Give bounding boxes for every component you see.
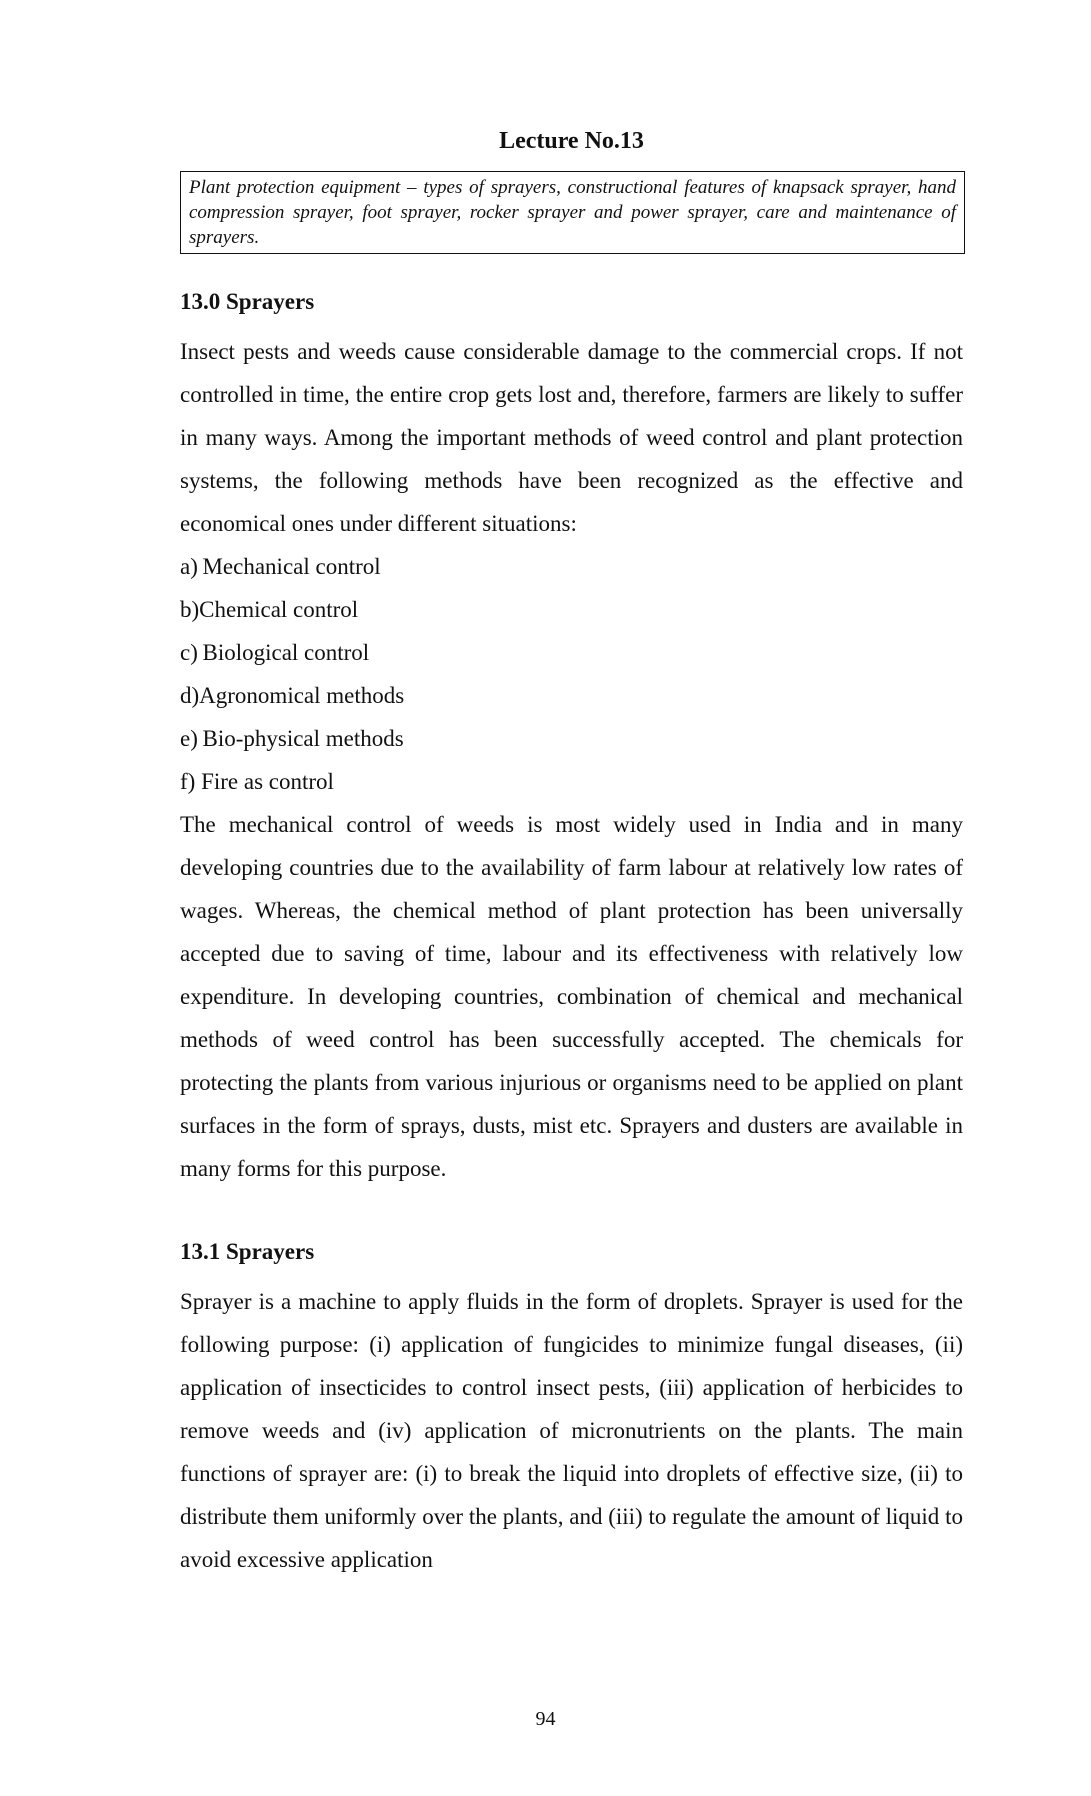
section-heading: 13.1 Sprayers <box>180 1239 315 1264</box>
list-item: c) Biological control <box>180 640 370 665</box>
section-body-paragraph: Sprayer is a machine to apply fluids in the form of droplets. Sprayer is used for the following purpose: (i) application of fungicides to minimize fungal diseases, (ii) application of insecticides to control insect pests, (iii) application of herbicides to remove weeds and (iv) application of micronutrients on the plants. The main functions of sprayer are: (i) to break the liquid into droplets of effective size, (ii) to distribute them uniformly over the plants, and (iii) to regulate the amount of liquid to avoid excessive application <box>180 1289 963 1572</box>
section-intro-paragraph: Insect pests and weeds cause considerable damage to the commercial crops. If not controlled in time, the entire crop gets lost and, therefore, farmers are likely to suffer in many ways. Among the important methods of weed control and plant protection systems, the following methods have been recognized as the effective and economical ones under different situations: <box>180 339 963 536</box>
section-13-0 <box>180 287 963 1190</box>
list-item: a) Mechanical control <box>180 554 381 579</box>
list-item: f) Fire as control <box>180 769 334 794</box>
section-13-1 <box>180 1237 963 1581</box>
page-number: 94 <box>535 1708 556 1730</box>
topic-summary-box: Plant protection equipment – types of sprayers, constructional features of knapsack sprayer, hand compression sprayer, foot sprayer, rocker sprayer and power sprayer, care and maintenance of sprayers. <box>180 171 965 254</box>
section-heading: 13.0 Sprayers <box>180 289 315 314</box>
section-body-paragraph: The mechanical control of weeds is most widely used in India and in many developing countries due to the availability of farm labour at relatively low rates of wages. Whereas, the chemical method of plant protection has been universally accepted due to saving of time, labour and its effectiveness with relatively low expenditure. In developing countries, combination of chemical and mechanical methods of weed control has been successfully accepted. The chemicals for protecting the plants from various injurious or organisms need to be applied on plant surfaces in the form of sprays, dusts, mist etc. Sprayers and dusters are available in many forms for this purpose. <box>180 812 963 1181</box>
control-methods-list <box>180 545 963 803</box>
list-item: d)Agronomical methods <box>180 683 405 708</box>
lecture-title: Lecture No.13 <box>499 128 644 154</box>
list-item: e) Bio-physical methods <box>180 726 404 751</box>
list-item: b)Chemical control <box>180 597 359 622</box>
